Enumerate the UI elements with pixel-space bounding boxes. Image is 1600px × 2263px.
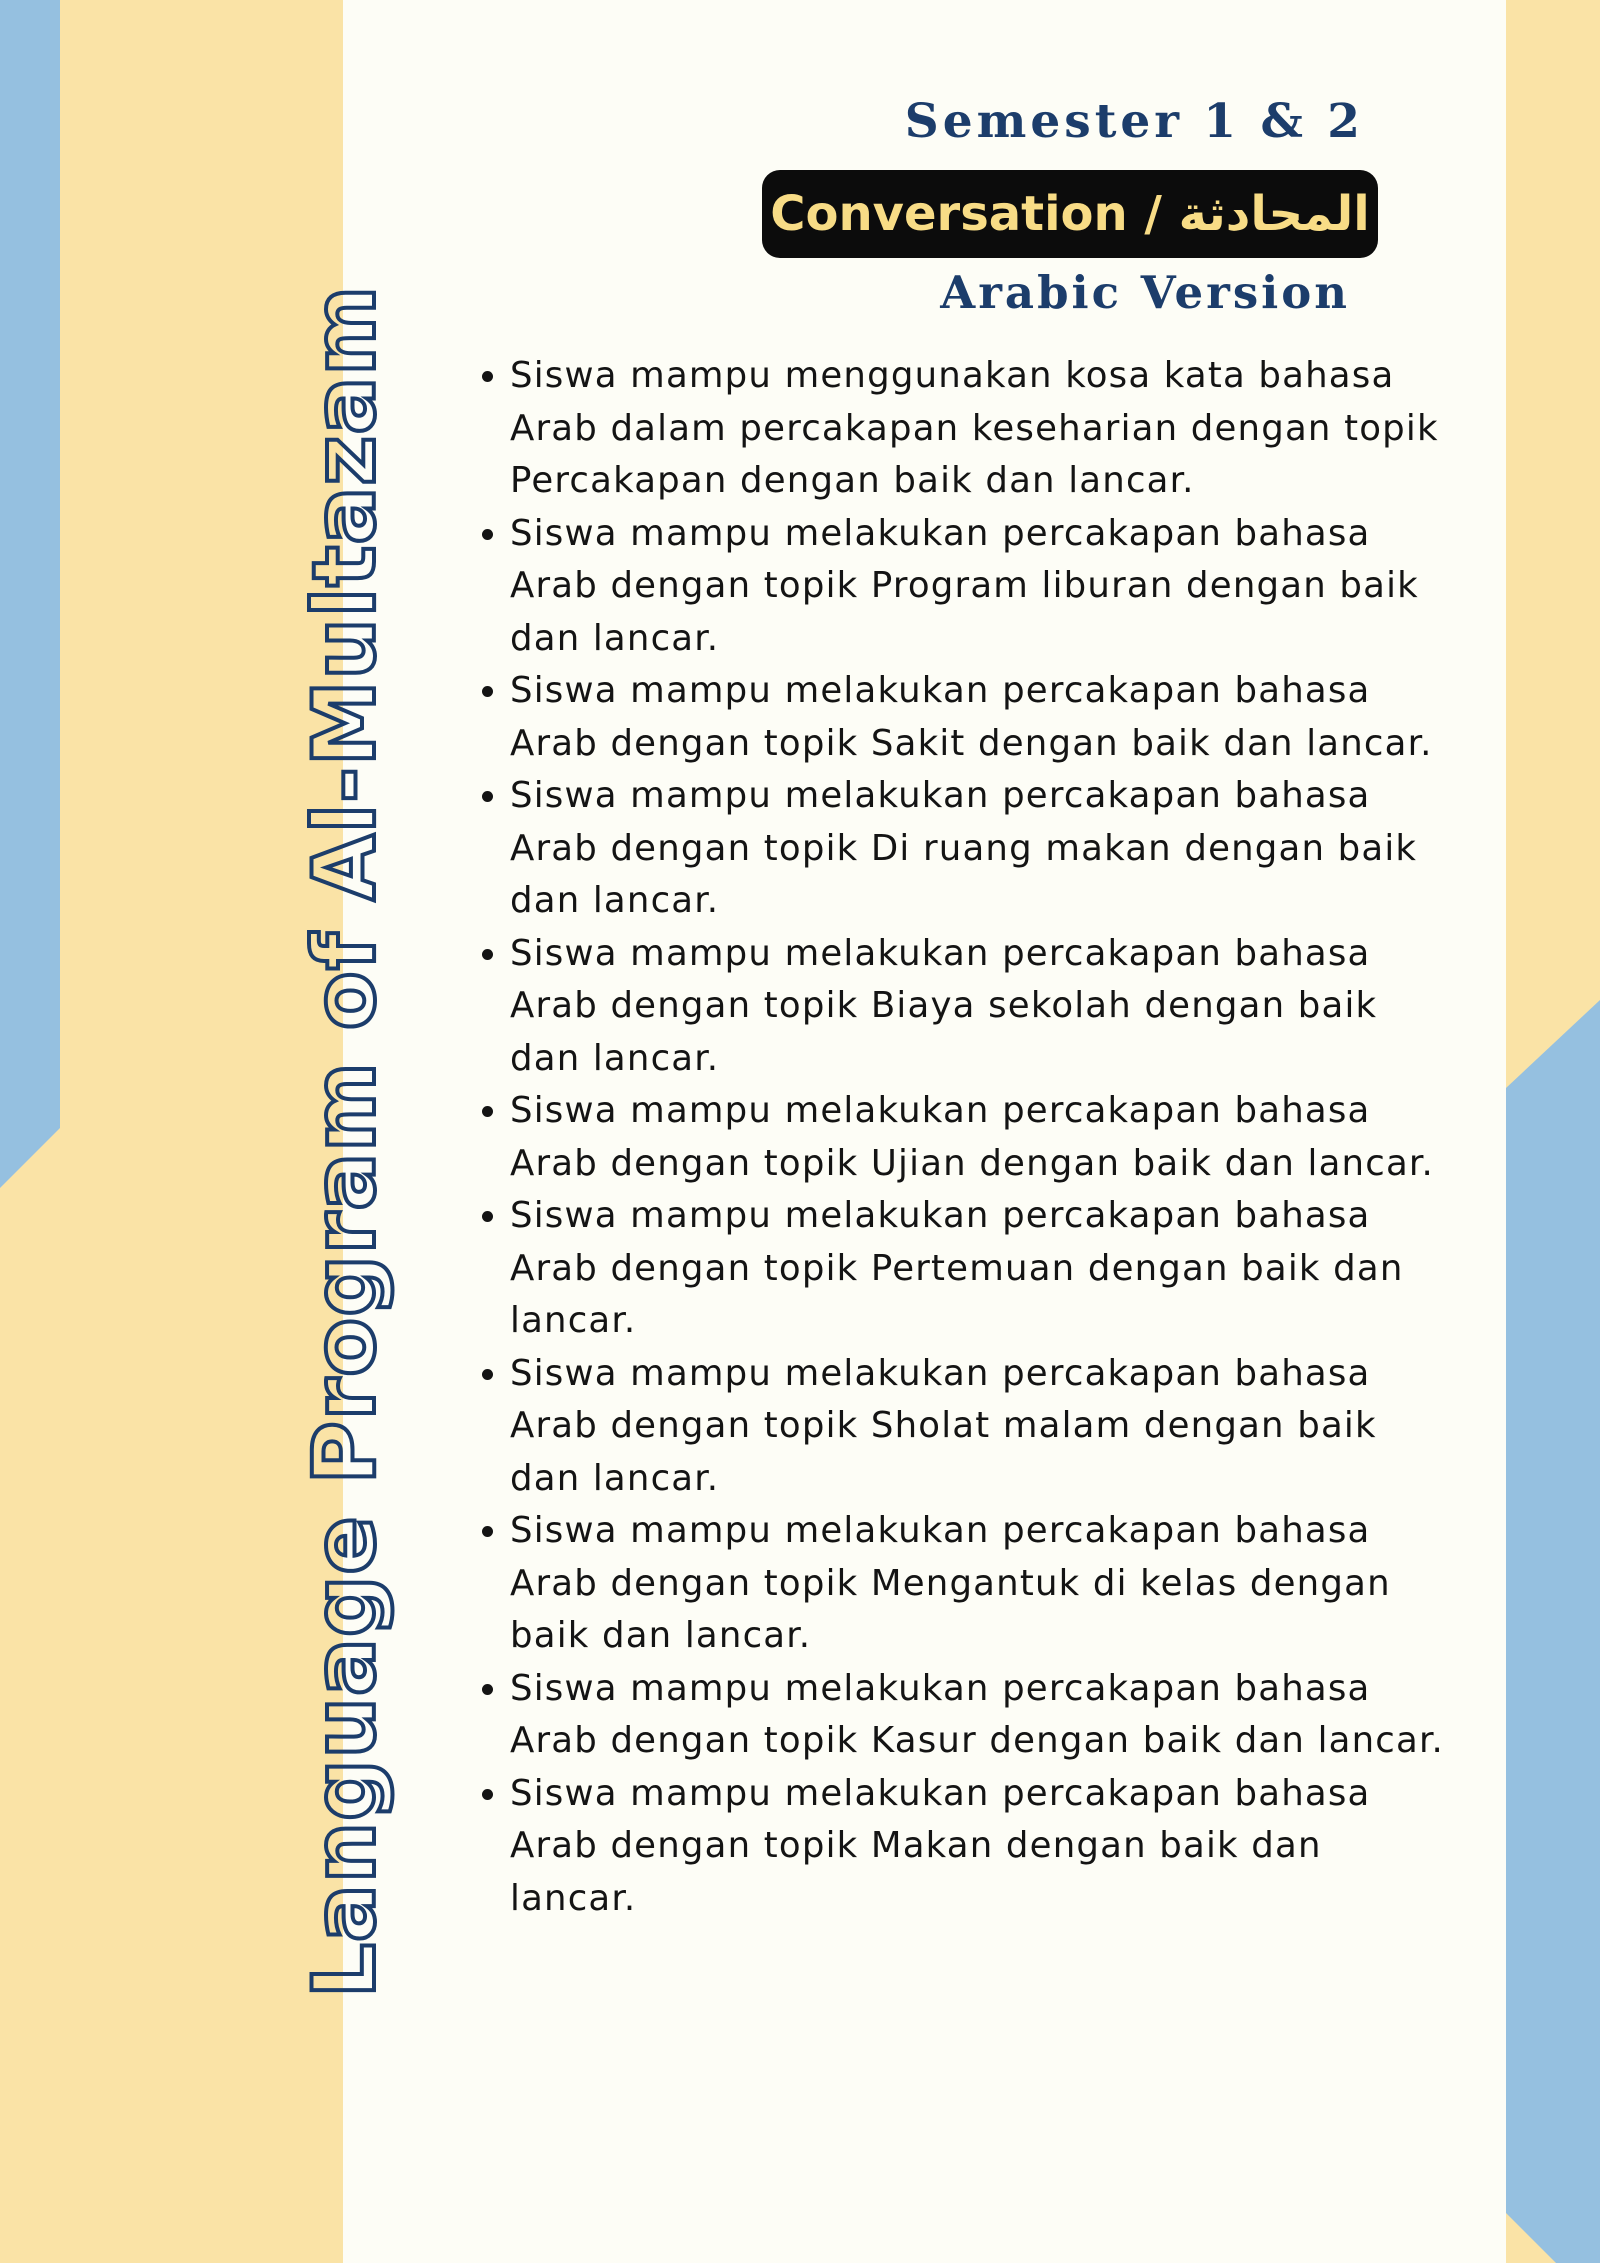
list-item: • Siswa mampu melakukan percakapan bahasa Arab dengan topik Program liburan dengan baik dan lancar. [510,508,1450,666]
list-item: • Siswa mampu menggunakan kosa kata bahasa Arab dalam percakapan keseharian dengan topik Percakapan dengan baik dan lancar. [510,350,1450,508]
objectives-list [464,350,1450,1925]
semester-heading: Semester 1 & 2 [904,94,1364,149]
version-label: Arabic Version [940,266,1350,319]
list-item: • Siswa mampu melakukan percakapan bahasa Arab dengan topik Ujian dengan baik dan lancar. [510,1085,1450,1190]
list-item: • Siswa mampu melakukan percakapan bahasa Arab dengan topik Sholat malam dengan baik dan lancar. [510,1348,1450,1506]
list-item: • Siswa mampu melakukan percakapan bahasa Arab dengan topik Mengantuk di kelas dengan baik dan lancar. [510,1505,1450,1663]
list-item: • Siswa mampu melakukan percakapan bahasa Arab dengan topik Sakit dengan baik dan lancar. [510,665,1450,770]
list-item: • Siswa mampu melakukan percakapan bahasa Arab dengan topik Kasur dengan baik dan lancar. [510,1663,1450,1768]
right-blue-stripe [1506,1000,1600,2263]
list-item: • Siswa mampu melakukan percakapan bahasa Arab dengan topik Pertemuan dengan baik dan lancar. [510,1190,1450,1348]
side-title: Language Program of Al-Multazam [295,284,395,1998]
left-blue-stripe [0,0,60,1188]
list-item: • Siswa mampu melakukan percakapan bahasa Arab dengan topik Biaya sekolah dengan baik dan lancar. [510,928,1450,1086]
course-title: Conversation / المحادثة [770,186,1370,242]
course-badge [762,170,1378,258]
list-item: • Siswa mampu melakukan percakapan bahasa Arab dengan topik Di ruang makan dengan baik dan lancar. [510,770,1450,928]
list-item: • Siswa mampu melakukan percakapan bahasa Arab dengan topik Makan dengan baik dan lancar. [510,1768,1450,1926]
